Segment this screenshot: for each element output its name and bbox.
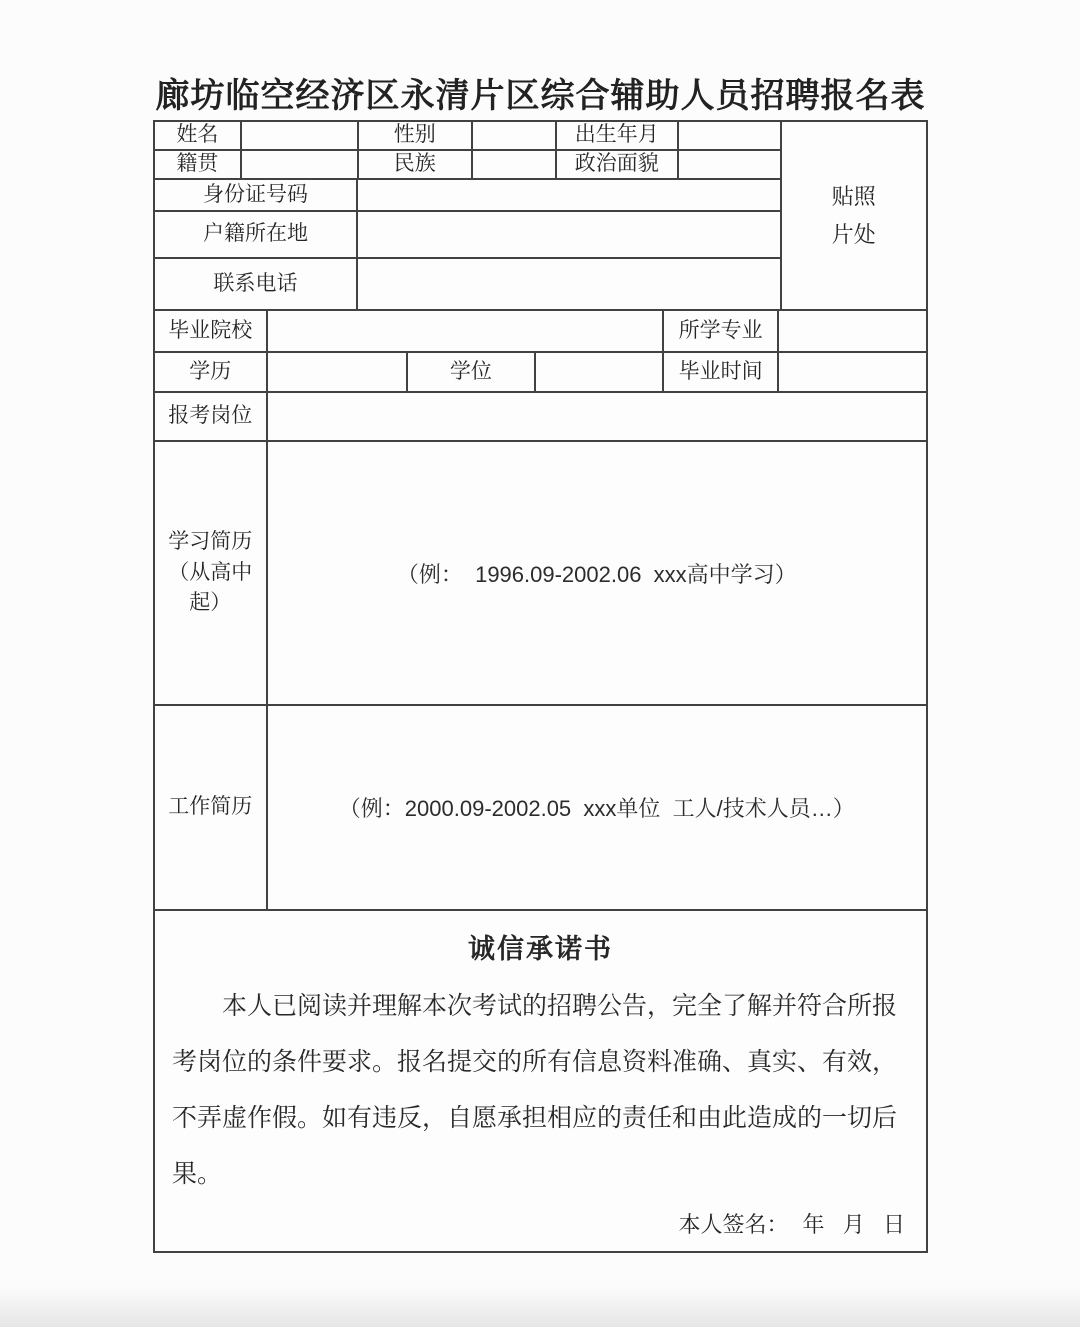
applied-position-label: 报考岗位	[155, 393, 268, 440]
application-form-table	[153, 120, 928, 1253]
ethnicity-label: 民族	[359, 151, 473, 178]
contact-phone-label: 联系电话	[155, 259, 358, 309]
signature-label: 本人签名：	[678, 1212, 789, 1237]
name-label: 姓名	[155, 122, 242, 149]
scan-bottom-shadow	[0, 1285, 1080, 1327]
basic-info-rows	[155, 122, 780, 309]
political-status-label: 政治面貌	[557, 151, 679, 178]
row-school-major	[155, 311, 926, 353]
photo-paste-area[interactable]	[780, 122, 926, 309]
study-history-example: （例： 1996.09-2002.06 xxx高中学习）	[396, 561, 797, 587]
work-history-example: （例：2000.09-2002.05 xxx单位 工人/技术人员…）	[338, 796, 855, 821]
signature-date-placeholder: 年 月 日	[802, 1212, 907, 1237]
id-number-field[interactable]	[358, 180, 780, 210]
photo-paste-label: 贴照片处	[831, 184, 876, 247]
work-history-label: 工作简历	[155, 706, 268, 909]
native-place-label: 籍贯	[155, 151, 242, 178]
graduate-school-field[interactable]	[268, 311, 664, 351]
row-work-history	[155, 706, 926, 911]
commitment-title: 诚信承诺书	[468, 934, 613, 964]
household-location-field[interactable]	[358, 212, 780, 257]
education-field[interactable]	[268, 353, 408, 391]
row-name-gender-birth	[155, 122, 780, 151]
graduate-school-label: 毕业院校	[155, 311, 268, 351]
gender-label: 性别	[359, 122, 473, 149]
basic-info-section	[155, 122, 926, 311]
row-study-history	[155, 442, 926, 706]
row-education-degree-gradtime	[155, 353, 926, 393]
row-applied-position	[155, 393, 926, 442]
id-number-label: 身份证号码	[155, 180, 358, 210]
row-household-location	[155, 212, 780, 259]
commitment-body: 本人已阅读并理解本次考试的招聘公告，完全了解并符合所报考岗位的条件要求。报名提交的所有信息资料准确、真实、有效，不弄虚作假。如有违反，自愿承担相应的责任和由此造成的一切后果。	[172, 992, 898, 1188]
row-contact-phone	[155, 259, 780, 309]
degree-label: 学位	[408, 353, 536, 391]
major-field[interactable]	[779, 311, 925, 351]
work-history-field[interactable]	[268, 706, 926, 909]
row-nativeplace-ethnicity-political	[155, 151, 780, 180]
ethnicity-field[interactable]	[473, 151, 557, 178]
gender-field[interactable]	[473, 122, 557, 149]
birth-date-label: 出生年月	[557, 122, 679, 149]
birth-date-field[interactable]	[679, 122, 780, 149]
education-label: 学历	[155, 353, 268, 391]
signature-line	[172, 1208, 909, 1239]
form-title: 廊坊临空经济区永清片区综合辅助人员招聘报名表	[155, 77, 926, 115]
contact-phone-field[interactable]	[358, 259, 780, 309]
graduation-time-label: 毕业时间	[664, 353, 780, 391]
row-id-number	[155, 180, 780, 212]
study-history-label: 学习简历（从高中起）	[155, 442, 268, 704]
study-history-field[interactable]	[268, 442, 926, 704]
graduation-time-field[interactable]	[779, 353, 925, 391]
name-field[interactable]	[242, 122, 359, 149]
major-label: 所学专业	[664, 311, 780, 351]
applied-position-field[interactable]	[268, 393, 926, 440]
political-status-field[interactable]	[679, 151, 780, 178]
integrity-commitment-section	[155, 911, 926, 1251]
native-place-field[interactable]	[242, 151, 359, 178]
household-location-label: 户籍所在地	[155, 212, 358, 257]
degree-field[interactable]	[536, 353, 664, 391]
